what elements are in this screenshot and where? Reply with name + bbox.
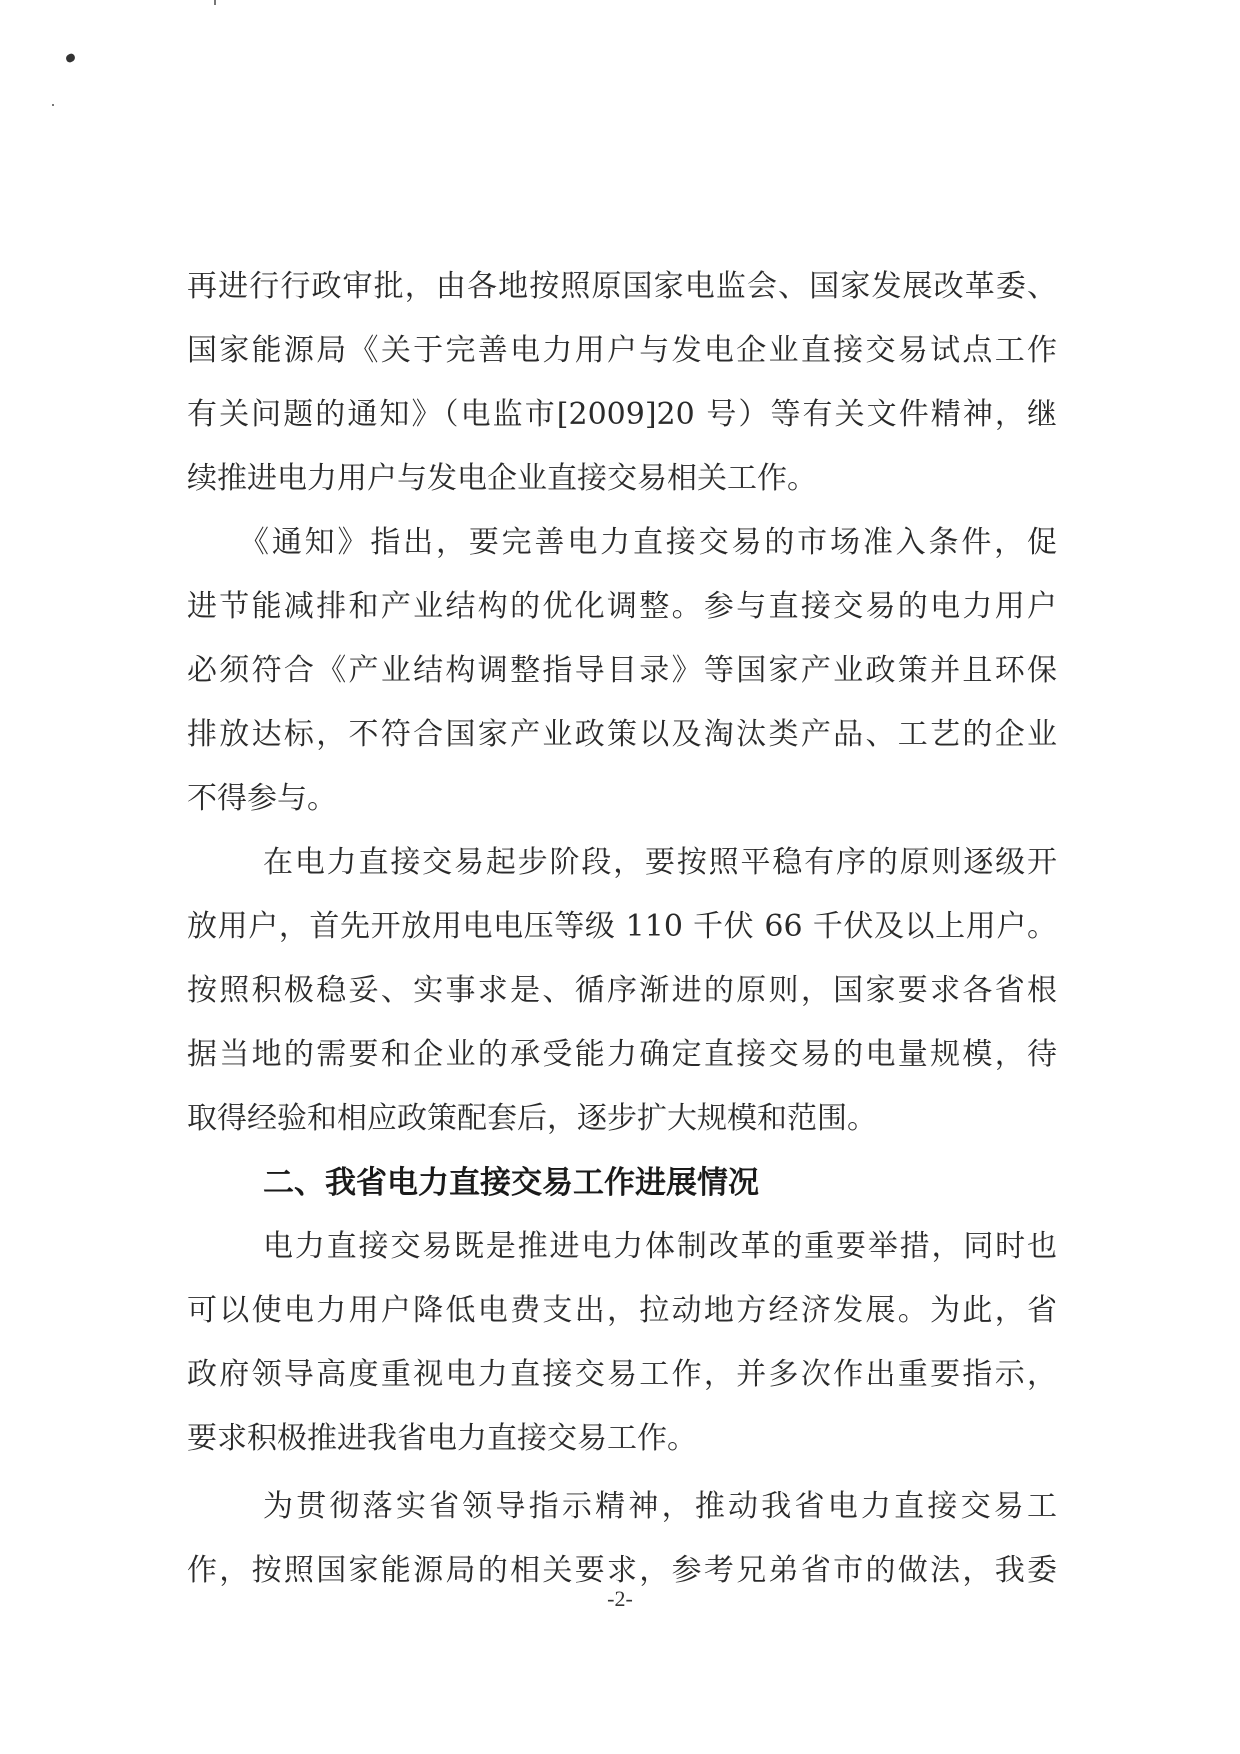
body-line: 据当地的需要和企业的承受能力确定直接交易的电量规模，待 [187, 1037, 1057, 1072]
document-body [187, 255, 1057, 1603]
body-line: 有关问题的通知》（电监市[2009]20 号）等有关文件精神，继 [187, 397, 1057, 432]
scan-speck [65, 53, 76, 64]
body-line: 为贯彻落实省领导指示精神，推动我省电力直接交易工 [263, 1489, 1057, 1524]
body-line: 放用户，首先开放用电电压等级 110 千伏 66 千伏及以上用户。 [187, 909, 1057, 944]
body-line: 国家能源局《关于完善电力用户与发电企业直接交易试点工作 [187, 333, 1057, 368]
body-line: 政府领导高度重视电力直接交易工作，并多次作出重要指示， [187, 1357, 1057, 1392]
body-line: 排放达标，不符合国家产业政策以及淘汰类产品、工艺的企业 [187, 717, 1057, 752]
body-line: 要求积极推进我省电力直接交易工作。 [187, 1421, 697, 1456]
section-heading: 二、我省电力直接交易工作进展情况 [263, 1165, 759, 1201]
body-line: 再进行行政审批，由各地按照原国家电监会、国家发展改革委、 [187, 269, 1057, 304]
body-line: 进节能减排和产业结构的优化调整。参与直接交易的电力用户 [187, 589, 1057, 624]
body-line: 必须符合《产业结构调整指导目录》等国家产业政策并且环保 [187, 653, 1057, 688]
body-line: 按照积极稳妥、实事求是、循序渐进的原则，国家要求各省根 [187, 973, 1057, 1008]
scan-speck [52, 104, 54, 106]
body-line: 可以使电力用户降低电费支出，拉动地方经济发展。为此，省 [187, 1293, 1057, 1328]
body-line: 不得参与。 [187, 781, 337, 816]
scan-speck [214, 0, 216, 5]
body-line: 《通知》指出，要完善电力直接交易的市场准入条件，促 [239, 525, 1057, 560]
body-line: 续推进电力用户与发电企业直接交易相关工作。 [187, 461, 817, 496]
body-line: 电力直接交易既是推进电力体制改革的重要举措，同时也 [263, 1229, 1057, 1264]
body-line: 作，按照国家能源局的相关要求，参考兄弟省市的做法，我委 [187, 1553, 1057, 1588]
body-line: 在电力直接交易起步阶段，要按照平稳有序的原则逐级开 [263, 845, 1057, 880]
body-line: 取得经验和相应政策配套后，逐步扩大规模和范围。 [187, 1101, 877, 1136]
page-number: -2- [607, 1586, 633, 1611]
